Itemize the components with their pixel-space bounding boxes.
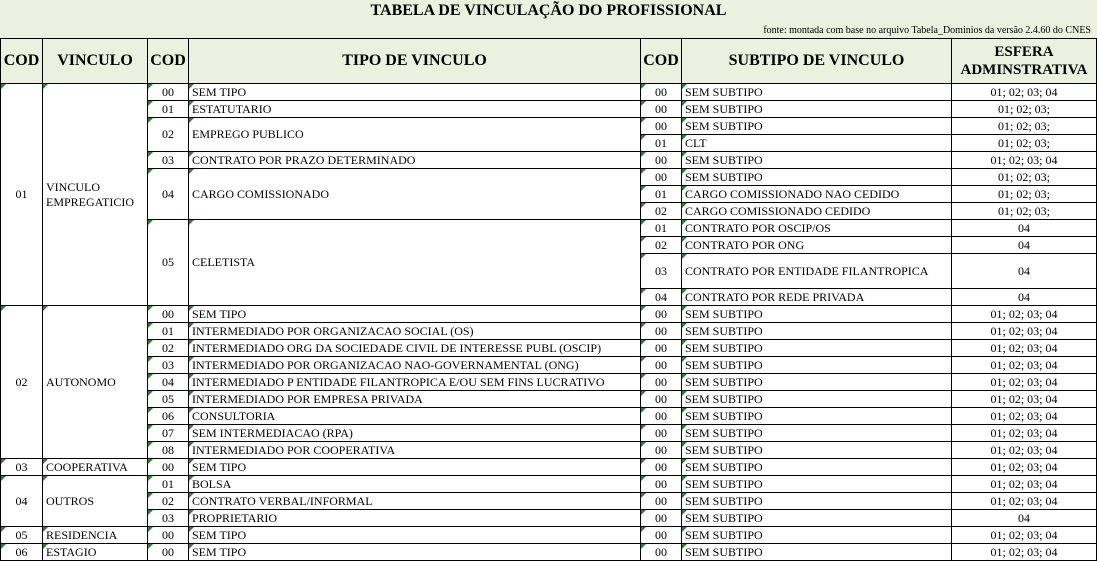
header-cod-subtipo: COD	[641, 39, 682, 84]
tipo-name-cell: PROPRIETARIO	[189, 510, 641, 527]
vinculo-code-cell: 01	[1, 84, 43, 306]
table-row	[1, 391, 1097, 408]
subtipo-name-cell: CARGO COMISSIONADO CEDIDO	[682, 203, 952, 220]
esfera-cell: 01; 02; 03; 04	[952, 442, 1097, 459]
esfera-cell: 01; 02; 03; 04	[952, 340, 1097, 357]
esfera-cell: 01; 02; 03; 04	[952, 84, 1097, 101]
subtipo-name-cell: SEM SUBTIPO	[682, 425, 952, 442]
tipo-code-cell: 00	[148, 306, 189, 323]
header-subtipo-vinculo: SUBTIPO DE VINCULO	[682, 39, 952, 84]
tipo-code-cell: 00	[148, 84, 189, 101]
subtipo-code-cell: 00	[641, 527, 682, 544]
subtipo-code-cell: 00	[641, 442, 682, 459]
tipo-name-cell: SEM TIPO	[189, 527, 641, 544]
tipo-name-cell: SEM TIPO	[189, 544, 641, 561]
tipo-code-cell: 01	[148, 323, 189, 340]
table-row	[1, 169, 1097, 186]
tipo-name-cell: SEM TIPO	[189, 459, 641, 476]
tipo-code-cell: 02	[148, 340, 189, 357]
tipo-name-cell: CONTRATO POR PRAZO DETERMINADO	[189, 152, 641, 169]
tipo-code-cell: 03	[148, 510, 189, 527]
table-row	[1, 459, 1097, 476]
source-note: fonte: montada com base no arquivo Tabela_Dominios da versão 2.4.60 do CNES	[763, 25, 1091, 36]
subtipo-name-cell: SEM SUBTIPO	[682, 442, 952, 459]
esfera-cell: 01; 02; 03;	[952, 101, 1097, 118]
vinculo-name-line: RESIDENCIA	[46, 527, 118, 542]
tipo-code-cell: 07	[148, 425, 189, 442]
tipo-code-cell: 06	[148, 408, 189, 425]
table-row	[1, 374, 1097, 391]
tipo-name-cell: CELETISTA	[189, 220, 641, 306]
subtipo-code-cell: 00	[641, 118, 682, 135]
esfera-cell: 01; 02; 03; 04	[952, 306, 1097, 323]
tipo-code-cell: 04	[148, 169, 189, 220]
subtipo-code-cell: 03	[641, 254, 682, 289]
vinculo-code-cell: 02	[1, 306, 43, 459]
subtipo-code-cell: 04	[641, 289, 682, 306]
table-row	[1, 510, 1097, 527]
esfera-cell: 01; 02; 03; 04	[952, 374, 1097, 391]
subtipo-name-cell: SEM SUBTIPO	[682, 340, 952, 357]
table-body	[1, 84, 1097, 561]
tipo-code-cell: 02	[148, 493, 189, 510]
esfera-cell: 01; 02; 03;	[952, 169, 1097, 186]
table-row	[1, 220, 1097, 237]
table-row	[1, 357, 1097, 374]
subtipo-name-cell: SEM SUBTIPO	[682, 374, 952, 391]
vinculo-code-cell: 04	[1, 476, 43, 527]
subtipo-name-cell: SEM SUBTIPO	[682, 323, 952, 340]
tipo-name-cell: INTERMEDIADO POR ORGANIZACAO NAO-GOVERNAMENTAL (ONG)	[189, 357, 641, 374]
esfera-cell: 04	[952, 289, 1097, 306]
table-row	[1, 84, 1097, 101]
table-row	[1, 476, 1097, 493]
subtipo-name-cell: SEM SUBTIPO	[682, 493, 952, 510]
tipo-name-cell: SEM TIPO	[189, 84, 641, 101]
vinculo-code-cell: 05	[1, 527, 43, 544]
header-esfera-line1: ESFERA	[994, 44, 1054, 60]
vinculo-code-cell: 03	[1, 459, 43, 476]
tipo-name-cell: INTERMEDIADO POR EMPRESA PRIVADA	[189, 391, 641, 408]
subtipo-code-cell: 00	[641, 101, 682, 118]
subtipo-name-cell: SEM SUBTIPO	[682, 84, 952, 101]
table-row	[1, 442, 1097, 459]
vinculo-name-cell	[43, 306, 148, 459]
tipo-name-cell: SEM INTERMEDIACAO (RPA)	[189, 425, 641, 442]
vinculo-name-cell	[43, 527, 148, 544]
subtipo-code-cell: 00	[641, 152, 682, 169]
esfera-cell: 04	[952, 510, 1097, 527]
tipo-code-cell: 05	[148, 391, 189, 408]
tipo-name-cell: ESTATUTARIO	[189, 101, 641, 118]
vinculo-name-line: AUTONOMO	[46, 374, 116, 389]
subtipo-code-cell: 01	[641, 220, 682, 237]
tipo-name-cell: CARGO COMISSIONADO	[189, 169, 641, 220]
table-header-row	[1, 39, 1097, 84]
tipo-name-cell: BOLSA	[189, 476, 641, 493]
header-esfera-administrativa	[952, 39, 1097, 84]
header-cod-tipo: COD	[148, 39, 189, 84]
subtipo-name-cell: SEM SUBTIPO	[682, 527, 952, 544]
subtipo-name-cell: CONTRATO POR REDE PRIVADA	[682, 289, 952, 306]
subtipo-code-cell: 02	[641, 237, 682, 254]
esfera-cell: 01; 02; 03;	[952, 118, 1097, 135]
header-tipo-vinculo: TIPO DE VINCULO	[189, 39, 641, 84]
subtipo-name-cell: SEM SUBTIPO	[682, 357, 952, 374]
header-vinculo: VINCULO	[43, 39, 148, 84]
subtipo-name-cell: SEM SUBTIPO	[682, 391, 952, 408]
subtipo-code-cell: 00	[641, 340, 682, 357]
esfera-cell: 01; 02; 03; 04	[952, 476, 1097, 493]
vinculo-name-line: VINCULO	[46, 179, 100, 194]
subtipo-code-cell: 00	[641, 374, 682, 391]
tipo-code-cell: 00	[148, 459, 189, 476]
subtipo-name-cell: SEM SUBTIPO	[682, 510, 952, 527]
esfera-cell: 01; 02; 03; 04	[952, 425, 1097, 442]
tipo-code-cell: 00	[148, 527, 189, 544]
vinculo-name-line: EMPREGATICIO	[46, 194, 135, 209]
esfera-cell: 01; 02; 03; 04	[952, 408, 1097, 425]
tipo-code-cell: 05	[148, 220, 189, 306]
tipo-code-cell: 08	[148, 442, 189, 459]
page-title: TABELA DE VINCULAÇÃO DO PROFISSIONAL	[370, 2, 727, 19]
table-row	[1, 527, 1097, 544]
subtipo-code-cell: 00	[641, 510, 682, 527]
header-esfera-line2: ADMINSTRATIVA	[960, 62, 1088, 78]
subtipo-name-cell: CONTRATO POR OSCIP/OS	[682, 220, 952, 237]
esfera-cell: 04	[952, 220, 1097, 237]
title-bar	[0, 0, 1097, 39]
subtipo-code-cell: 02	[641, 203, 682, 220]
esfera-cell: 01; 02; 03; 04	[952, 527, 1097, 544]
esfera-cell: 04	[952, 254, 1097, 289]
subtipo-code-cell: 00	[641, 425, 682, 442]
subtipo-code-cell: 00	[641, 476, 682, 493]
subtipo-name-cell: CLT	[682, 135, 952, 152]
tipo-code-cell: 03	[148, 152, 189, 169]
vinculo-code-cell: 06	[1, 544, 43, 561]
tipo-name-cell: INTERMEDIADO POR ORGANIZACAO SOCIAL (OS)	[189, 323, 641, 340]
subtipo-code-cell: 00	[641, 459, 682, 476]
table-row	[1, 152, 1097, 169]
tipo-code-cell: 00	[148, 544, 189, 561]
table-row	[1, 340, 1097, 357]
header-cod-vinculo: COD	[1, 39, 43, 84]
tipo-name-cell: INTERMEDIADO P ENTIDADE FILANTROPICA E/OU SEM FINS LUCRATIVO	[189, 374, 641, 391]
esfera-cell: 01; 02; 03; 04	[952, 152, 1097, 169]
subtipo-name-cell: SEM SUBTIPO	[682, 476, 952, 493]
subtipo-code-cell: 00	[641, 493, 682, 510]
table-row	[1, 118, 1097, 135]
vinculacao-table	[0, 38, 1097, 561]
table-row	[1, 408, 1097, 425]
subtipo-name-cell: CONTRATO POR ENTIDADE FILANTROPICA	[682, 254, 952, 289]
table-row	[1, 425, 1097, 442]
vinculo-name-cell	[43, 544, 148, 561]
tipo-code-cell: 01	[148, 101, 189, 118]
tipo-code-cell: 03	[148, 357, 189, 374]
vinculo-name-line: OUTROS	[46, 493, 95, 508]
subtipo-name-cell: SEM SUBTIPO	[682, 169, 952, 186]
table-row	[1, 323, 1097, 340]
esfera-cell: 01; 02; 03; 04	[952, 357, 1097, 374]
table-row	[1, 306, 1097, 323]
subtipo-name-cell: CARGO COMISSIONADO NAO CEDIDO	[682, 186, 952, 203]
subtipo-code-cell: 00	[641, 391, 682, 408]
subtipo-name-cell: CONTRATO POR ONG	[682, 237, 952, 254]
tipo-name-cell: CONTRATO VERBAL/INFORMAL	[189, 493, 641, 510]
esfera-cell: 04	[952, 237, 1097, 254]
vinculo-name-line: COOPERATIVA	[46, 459, 128, 474]
subtipo-code-cell: 00	[641, 408, 682, 425]
vinculo-name-cell	[43, 476, 148, 527]
tipo-name-cell: INTERMEDIADO POR COOPERATIVA	[189, 442, 641, 459]
esfera-cell: 01; 02; 03; 04	[952, 391, 1097, 408]
subtipo-code-cell: 01	[641, 135, 682, 152]
tipo-name-cell: INTERMEDIADO ORG DA SOCIEDADE CIVIL DE INTERESSE PUBL (OSCIP)	[189, 340, 641, 357]
table-row	[1, 493, 1097, 510]
table-row	[1, 101, 1097, 118]
subtipo-code-cell: 00	[641, 169, 682, 186]
subtipo-code-cell: 00	[641, 306, 682, 323]
vinculo-name-cell	[43, 84, 148, 306]
tipo-code-cell: 04	[148, 374, 189, 391]
tipo-name-cell: EMPREGO PUBLICO	[189, 118, 641, 152]
subtipo-name-cell: SEM SUBTIPO	[682, 118, 952, 135]
subtipo-name-cell: SEM SUBTIPO	[682, 459, 952, 476]
subtipo-name-cell: SEM SUBTIPO	[682, 544, 952, 561]
esfera-cell: 01; 02; 03; 04	[952, 323, 1097, 340]
esfera-cell: 01; 02; 03;	[952, 135, 1097, 152]
subtipo-name-cell: SEM SUBTIPO	[682, 101, 952, 118]
subtipo-code-cell: 00	[641, 544, 682, 561]
table-row	[1, 544, 1097, 561]
esfera-cell: 01; 02; 03;	[952, 186, 1097, 203]
esfera-cell: 01; 02; 03;	[952, 203, 1097, 220]
vinculo-name-line: ESTAGIO	[46, 544, 97, 559]
tipo-code-cell: 01	[148, 476, 189, 493]
tipo-name-cell: SEM TIPO	[189, 306, 641, 323]
subtipo-code-cell: 00	[641, 84, 682, 101]
subtipo-code-cell: 00	[641, 323, 682, 340]
subtipo-name-cell: SEM SUBTIPO	[682, 408, 952, 425]
esfera-cell: 01; 02; 03; 04	[952, 493, 1097, 510]
tipo-code-cell: 02	[148, 118, 189, 152]
vinculo-name-cell	[43, 459, 148, 476]
subtipo-name-cell: SEM SUBTIPO	[682, 306, 952, 323]
subtipo-code-cell: 01	[641, 186, 682, 203]
esfera-cell: 01; 02; 03; 04	[952, 459, 1097, 476]
tipo-name-cell: CONSULTORIA	[189, 408, 641, 425]
subtipo-code-cell: 00	[641, 357, 682, 374]
esfera-cell: 01; 02; 03; 04	[952, 544, 1097, 561]
subtipo-name-cell: SEM SUBTIPO	[682, 152, 952, 169]
